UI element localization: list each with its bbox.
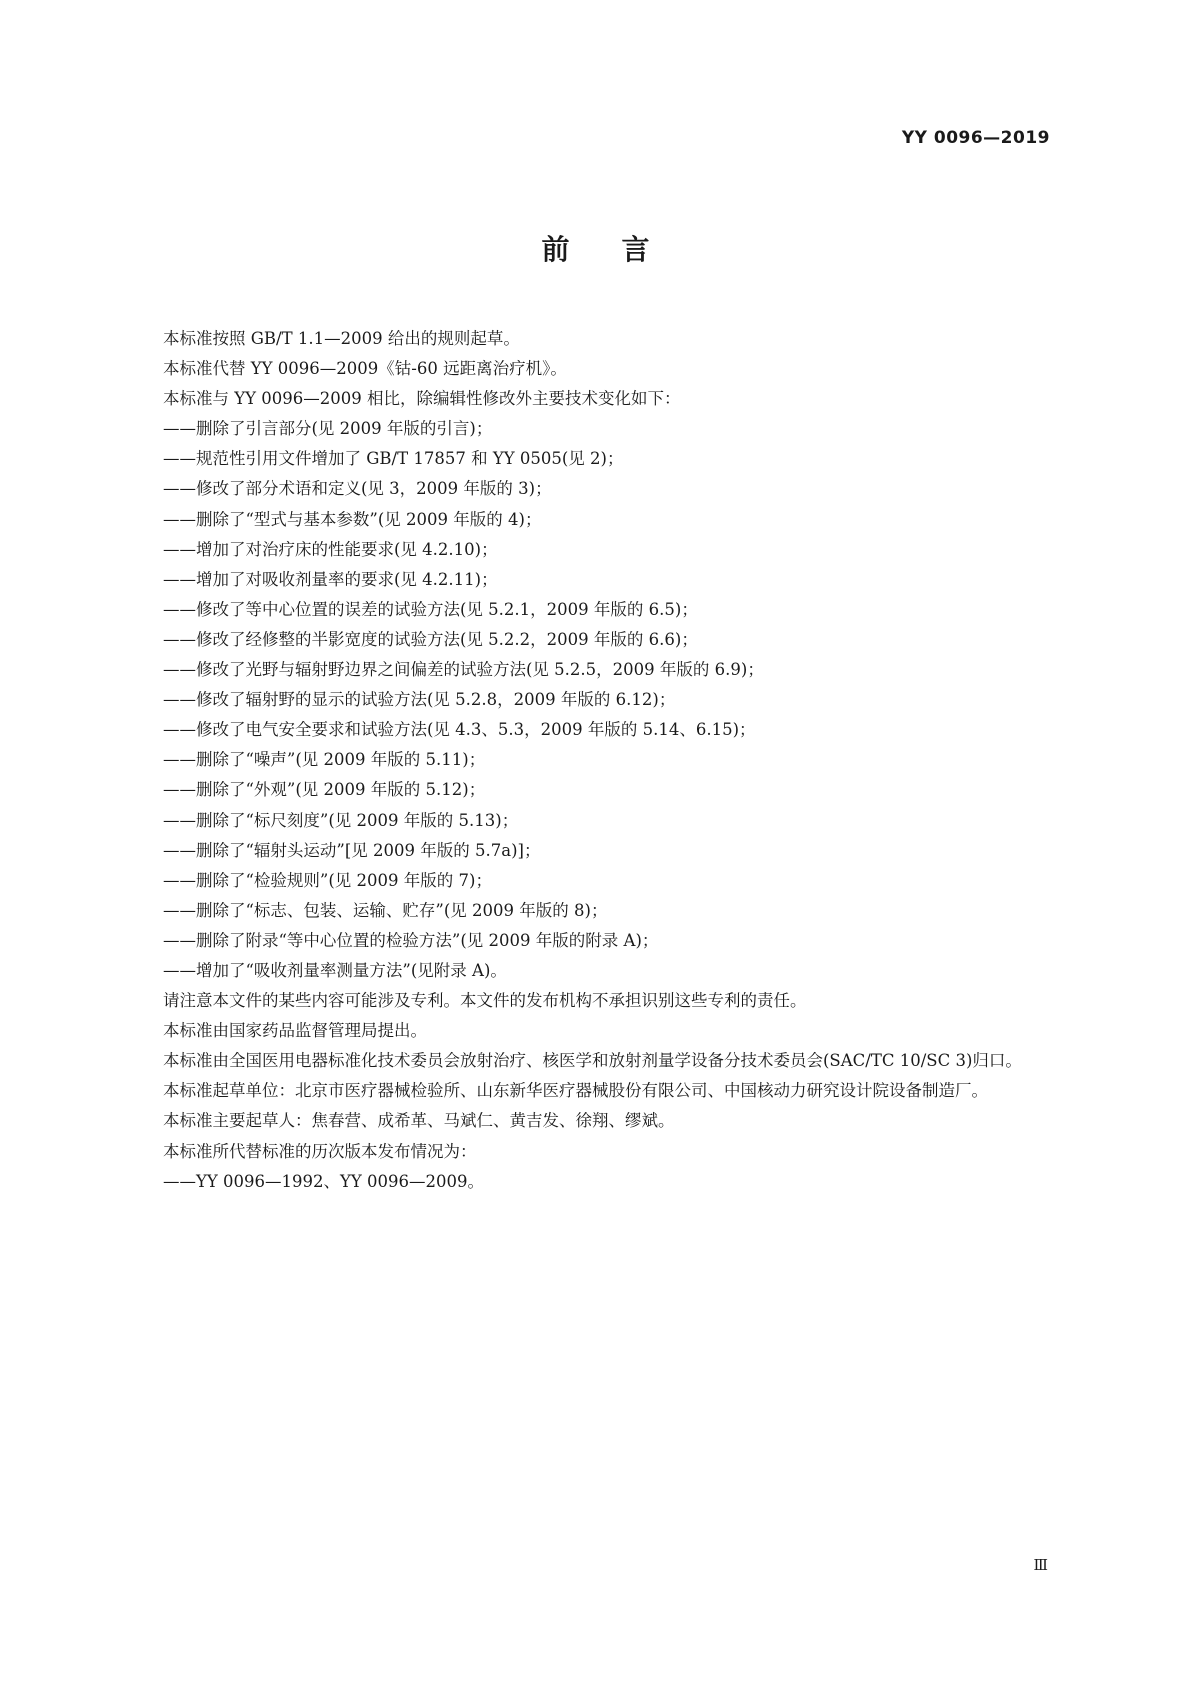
change-item: ——修改了等中心位置的误差的试验方法(见 5.2.1，2009 年版的 6.5)； <box>163 599 698 619</box>
change-item: ——增加了“吸收剂量率测量方法”(见附录 A)。 <box>163 960 507 980</box>
paragraph: 本标准起草单位：北京市医疗器械检验所、山东新华医疗器械股份有限公司、中国核动力研究设计院设备制造厂。 <box>163 1081 988 1101</box>
change-item: ——删除了“型式与基本参数”(见 2009 年版的 4)； <box>163 509 542 529</box>
paragraph: 本标准由全国医用电器标准化技术委员会放射治疗、核医学和放射剂量学设备分技术委员会(SAC/TC 10/SC 3)归口。 <box>163 1051 1022 1071</box>
change-item: ——删除了引言部分(见 2009 年版的引言)； <box>163 419 493 439</box>
change-item: ——修改了电气安全要求和试验方法(见 4.3、5.3，2009 年版的 5.14、6.15)； <box>163 720 756 740</box>
change-item: ——YY 0096—1992、YY 0096—2009。 <box>163 1171 485 1191</box>
page-number: Ⅲ <box>1033 1556 1048 1574</box>
foreword-body <box>130 324 1066 1197</box>
paragraph: 本标准按照 GB/T 1.1—2009 给出的规则起草。 <box>163 329 520 348</box>
change-item: ——删除了“噪声”(见 2009 年版的 5.11)； <box>163 750 486 770</box>
change-item: ——增加了对吸收剂量率的要求(见 4.2.11)； <box>163 569 498 589</box>
change-item: ——删除了附录“等中心位置的检验方法”(见 2009 年版的附录 A)； <box>163 930 659 950</box>
change-item: ——删除了“标尺刻度”(见 2009 年版的 5.13)； <box>163 810 519 830</box>
change-item: ——删除了“外观”(见 2009 年版的 5.12)； <box>163 780 486 800</box>
change-item: ——修改了部分术语和定义(见 3，2009 年版的 3)； <box>163 479 552 499</box>
document-code: YY 0096—2019 <box>901 128 1050 148</box>
change-item: ——删除了“标志、包装、运输、贮存”(见 2009 年版的 8)； <box>163 900 608 920</box>
paragraph: 本标准与 YY 0096—2009 相比，除编辑性修改外主要技术变化如下： <box>163 389 681 409</box>
page-title: 前言 <box>541 233 702 266</box>
paragraph: 请注意本文件的某些内容可能涉及专利。本文件的发布机构不承担识别这些专利的责任。 <box>163 991 807 1011</box>
paragraph: 本标准代替 YY 0096—2009《钴-60 远距离治疗机》。 <box>163 359 567 379</box>
change-item: ——修改了经修整的半影宽度的试验方法(见 5.2.2，2009 年版的 6.6)； <box>163 629 698 649</box>
change-item: ——修改了辐射野的显示的试验方法(见 5.2.8，2009 年版的 6.12)； <box>163 690 676 710</box>
paragraph: 本标准主要起草人：焦春营、成希革、马斌仁、黄吉发、徐翔、缪斌。 <box>163 1111 675 1131</box>
change-item: ——删除了“检验规则”(见 2009 年版的 7)； <box>163 870 492 890</box>
change-item: ——增加了对治疗床的性能要求(见 4.2.10)； <box>163 539 498 559</box>
change-item: ——规范性引用文件增加了 GB/T 17857 和 YY 0505(见 2)； <box>163 449 624 469</box>
paragraph: 本标准由国家药品监督管理局提出。 <box>163 1021 427 1041</box>
change-item: ——修改了光野与辐射野边界之间偏差的试验方法(见 5.2.5，2009 年版的 6.9)； <box>163 660 764 680</box>
paragraph: 本标准所代替标准的历次版本发布情况为： <box>163 1141 477 1161</box>
change-item: ——删除了“辐射头运动”[见 2009 年版的 5.7a)]； <box>163 840 541 860</box>
